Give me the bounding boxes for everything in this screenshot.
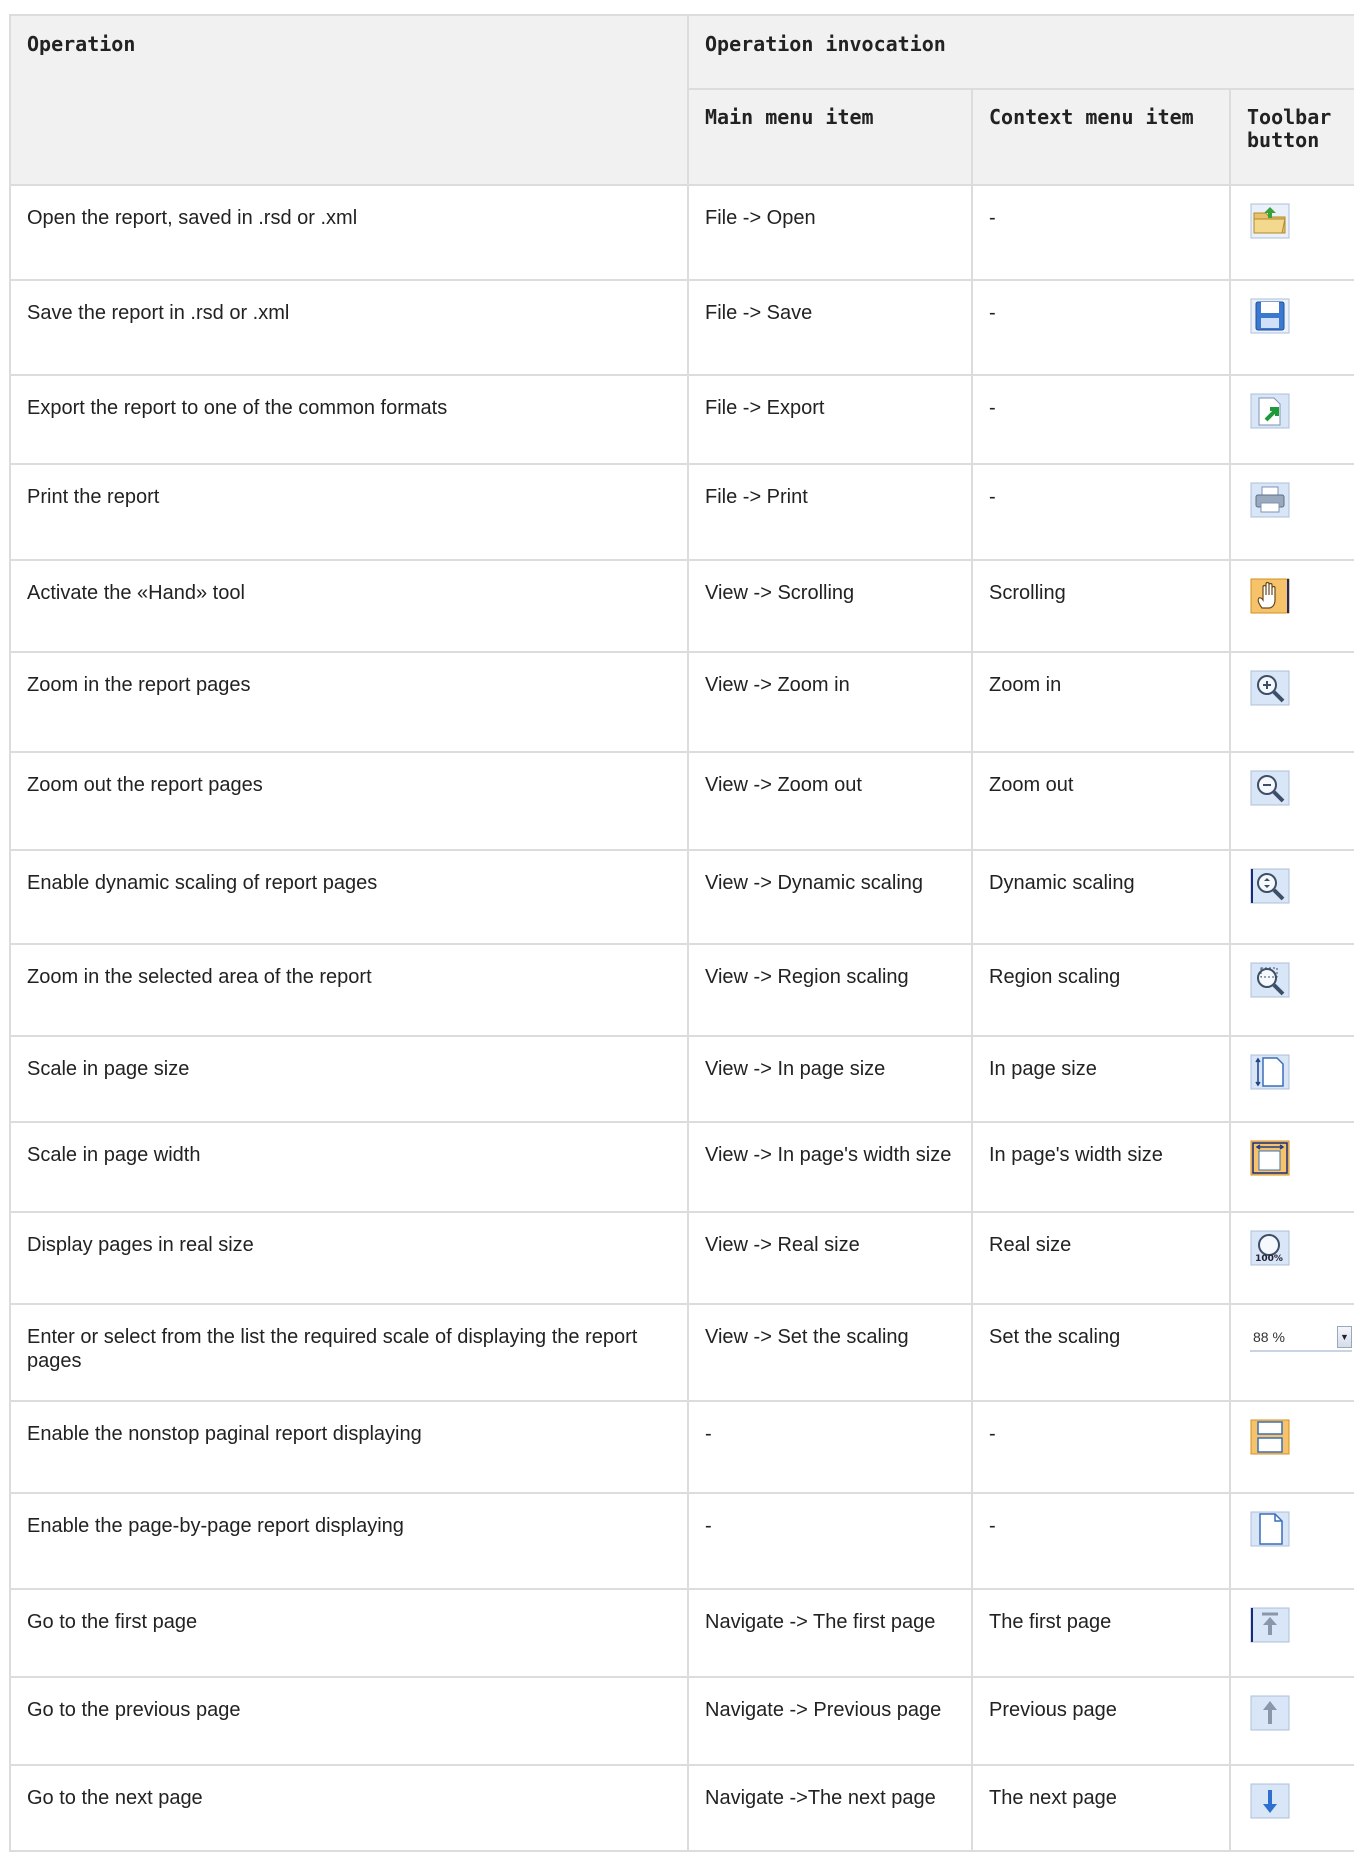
context-menu-cell: Previous page [989, 1699, 1117, 1721]
table-row [10, 1493, 1354, 1589]
table-row [10, 850, 1354, 944]
operation-cell: Zoom in the selected area of the report [27, 966, 372, 988]
operation-cell: Go to the previous page [27, 1699, 241, 1721]
main-menu-cell: - [705, 1423, 712, 1445]
main-menu-cell: Navigate ->The next page [705, 1787, 936, 1809]
operation-cell: Enable dynamic scaling of report pages [27, 872, 378, 894]
context-menu-cell: - [989, 1515, 996, 1537]
zoom-in-icon[interactable] [1250, 670, 1290, 706]
table-row [10, 1589, 1354, 1677]
operation-cell: Display pages in real size [27, 1234, 254, 1256]
operation-cell: Enable the page-by-page report displaying [27, 1515, 404, 1537]
table-row [10, 1677, 1354, 1765]
table-row [10, 652, 1354, 752]
main-menu-cell: View -> Zoom out [705, 774, 862, 796]
hand-icon[interactable] [1250, 578, 1290, 614]
operation-cell: Scale in page width [27, 1144, 201, 1166]
context-menu-cell: Scrolling [989, 582, 1066, 604]
table-row [10, 752, 1354, 850]
dynamic-zoom-icon[interactable] [1250, 868, 1290, 904]
operation-cell: Zoom in the report pages [27, 674, 251, 696]
table-row [10, 185, 1354, 280]
main-menu-cell: View -> Zoom in [705, 674, 850, 696]
context-menu-cell: The first page [989, 1611, 1112, 1633]
save-floppy-icon[interactable] [1250, 298, 1290, 334]
operation-cell: Save the report in .rsd or .xml [27, 302, 290, 324]
operation-cell: Export the report to one of the common formats [27, 397, 448, 419]
table-row [10, 1765, 1354, 1851]
context-menu-cell: Real size [989, 1234, 1072, 1256]
context-menu-cell: - [989, 207, 996, 229]
operation-cell: Scale in page size [27, 1058, 190, 1080]
real-size-icon[interactable] [1250, 1230, 1290, 1266]
export-icon[interactable] [1250, 393, 1290, 429]
context-menu-cell: The next page [989, 1787, 1117, 1809]
context-menu-cell: Dynamic scaling [989, 872, 1135, 894]
main-menu-cell: - [705, 1515, 712, 1537]
main-menu-cell: View -> Dynamic scaling [705, 872, 924, 894]
table-row [10, 944, 1354, 1036]
main-menu-cell: View -> Set the scaling [705, 1326, 909, 1348]
table-row [10, 1122, 1354, 1212]
single-page-icon[interactable] [1250, 1511, 1290, 1547]
svg-text:100%: 100% [1255, 1254, 1283, 1264]
operations-table [9, 14, 1354, 1852]
table-row [10, 464, 1354, 560]
main-menu-cell: View -> Region scaling [705, 966, 909, 988]
main-menu-cell: File -> Open [705, 207, 816, 229]
context-menu-cell: - [989, 486, 996, 508]
first-page-icon[interactable] [1250, 1607, 1290, 1643]
continuous-pages-icon[interactable] [1250, 1419, 1290, 1455]
context-menu-cell: - [989, 302, 996, 324]
main-menu-cell: File -> Print [705, 486, 808, 508]
operation-cell: Zoom out the report pages [27, 774, 263, 796]
main-menu-cell: View -> Real size [705, 1234, 860, 1256]
context-menu-cell: Zoom out [989, 774, 1074, 796]
fit-page-icon[interactable] [1250, 1054, 1290, 1090]
operation-cell: Print the report [27, 486, 160, 508]
operation-cell: Go to the first page [27, 1611, 198, 1633]
context-menu-cell: In page size [989, 1058, 1097, 1080]
dropdown-arrow-icon[interactable]: ▼ [1337, 1326, 1352, 1348]
header-context-menu-item: Context menu item [972, 89, 1230, 185]
context-menu-cell: Region scaling [989, 966, 1121, 988]
header-main-menu-item: Main menu item [688, 89, 972, 185]
context-menu-cell: In page's width size [989, 1144, 1163, 1166]
table-row [10, 1212, 1354, 1304]
operation-cell: Go to the next page [27, 1787, 203, 1809]
table-row [10, 560, 1354, 652]
context-menu-cell: Zoom in [989, 674, 1062, 696]
header-operation-invocation: Operation invocation [688, 15, 1354, 89]
printer-icon[interactable] [1250, 482, 1290, 518]
main-menu-cell: Navigate -> The first page [705, 1611, 936, 1633]
main-menu-cell: File -> Export [705, 397, 825, 419]
fit-width-icon[interactable] [1250, 1140, 1290, 1176]
context-menu-cell: - [989, 397, 996, 419]
table-row [10, 280, 1354, 375]
table-row [10, 1304, 1354, 1401]
previous-page-icon[interactable] [1250, 1695, 1290, 1731]
main-menu-cell: View -> In page's width size [705, 1144, 952, 1166]
operation-cell: Open the report, saved in .rsd or .xml [27, 207, 358, 229]
scale-value: 88 % [1253, 1329, 1285, 1345]
scale-select[interactable] [1250, 1324, 1352, 1352]
main-menu-cell: View -> Scrolling [705, 582, 855, 604]
region-zoom-icon[interactable] [1250, 962, 1290, 998]
main-menu-cell: Navigate -> Previous page [705, 1699, 942, 1721]
header-toolbar-button: Toolbar button [1230, 89, 1354, 185]
table-row [10, 1036, 1354, 1122]
operation-cell: Activate the «Hand» tool [27, 582, 245, 604]
operation-cell: Enable the nonstop paginal report displaying [27, 1423, 422, 1445]
open-folder-icon[interactable] [1250, 203, 1290, 239]
header-operation: Operation [10, 15, 688, 185]
context-menu-cell: Set the scaling [989, 1326, 1121, 1348]
zoom-out-icon[interactable] [1250, 770, 1290, 806]
operation-cell: Enter or select from the list the required scale of displaying the report pages [27, 1326, 638, 1372]
main-menu-cell: View -> In page size [705, 1058, 886, 1080]
main-menu-cell: File -> Save [705, 302, 813, 324]
next-page-icon[interactable] [1250, 1783, 1290, 1819]
context-menu-cell: - [989, 1423, 996, 1445]
table-row [10, 375, 1354, 464]
table-row [10, 1401, 1354, 1493]
